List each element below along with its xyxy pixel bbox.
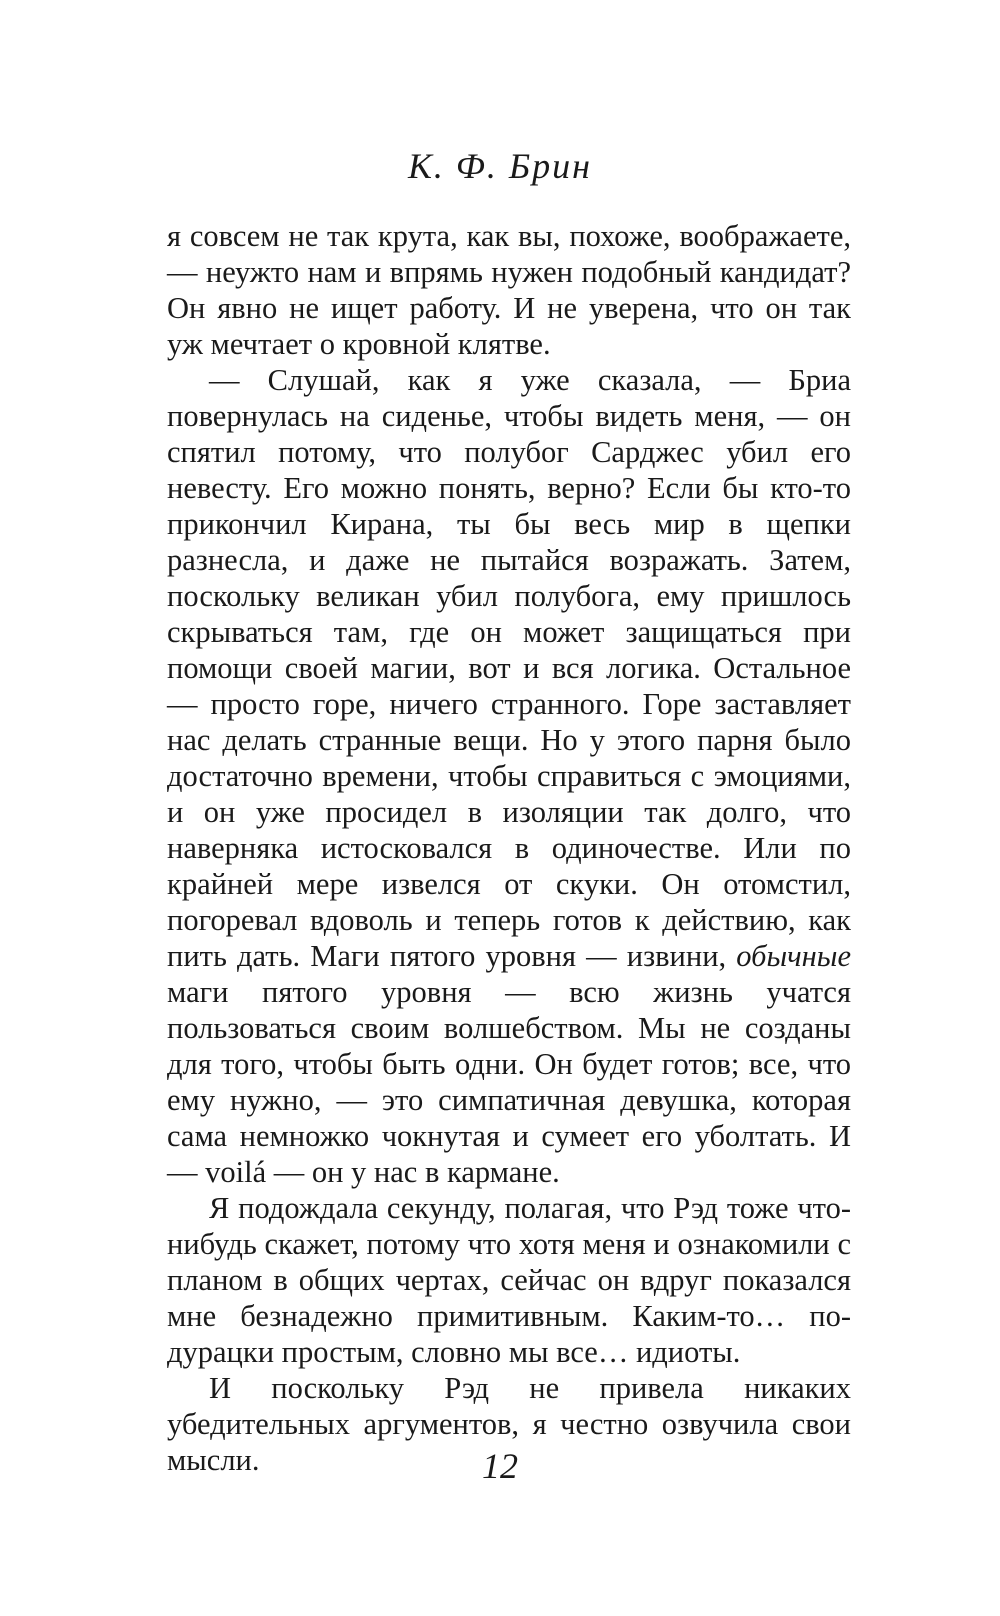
page-number: 12 — [482, 1446, 518, 1486]
paragraph-1: я совсем не так крута, как вы, похоже, воображаете, — неужто нам и впрямь нужен подобный кандидат? Он явно не ищет работу. И не уверена, что он так уж мечтает о кровной клятве. — [167, 219, 851, 361]
paragraph-2-part-2: маги пятого уровня — всю жизнь учатся пользоваться своим волшебством. Мы не созданы для того, чтобы быть одни. Он будет готов; все, что ему нужно, — это симпатичная девушка, которая сама немножко чокнутая и сумеет его уболтать. И — voilá — он у нас в кармане. — [167, 975, 851, 1189]
paragraph-3: Я подождала секунду, полагая, что Рэд тоже что-нибудь скажет, потому что хотя меня и ознакомили с планом в общих чертах, сейчас он вдруг показался мне безнадежно примитивным. Каким-то… по-дурацки простым, словно мы все… идиоты. — [167, 1191, 851, 1369]
paragraph-4: И поскольку Рэд не привела никаких убедительных аргументов, я честно озвучила свои мысли. — [167, 1371, 851, 1477]
paragraph-2-part-1: — Слушай, как я уже сказала, — Бриа повернулась на сиденье, чтобы видеть меня, — он спятил потому, что полубог Сарджес убил его невесту. Его можно понять, верно? Если бы кто-то прикончил Кирана, ты бы весь мир в щепки разнесла, и даже не пытайся возражать. Затем, поскольку великан убил полубога, ему пришлось скрываться там, где он может защищаться при помощи своей магии, вот и вся логика. Остальное — просто горе, ничего странного. Горе заставляет нас делать странные вещи. Но у этого парня было достаточно времени, чтобы справиться с эмоциями, и он уже просидел в изоляции так долго, что наверняка истосковался в одиночестве. Или по крайней мере извелся от скуки. Он отомстил, погоревал вдоволь и теперь готов к действию, как пить дать. Маги пятого уровня — извини, — [167, 363, 851, 973]
paragraph-2 — [167, 362, 851, 1190]
body-text — [167, 218, 851, 1478]
running-head-author: К. Ф. Брин — [408, 146, 592, 186]
paragraph-2-emphasis: обычные — [736, 939, 851, 973]
